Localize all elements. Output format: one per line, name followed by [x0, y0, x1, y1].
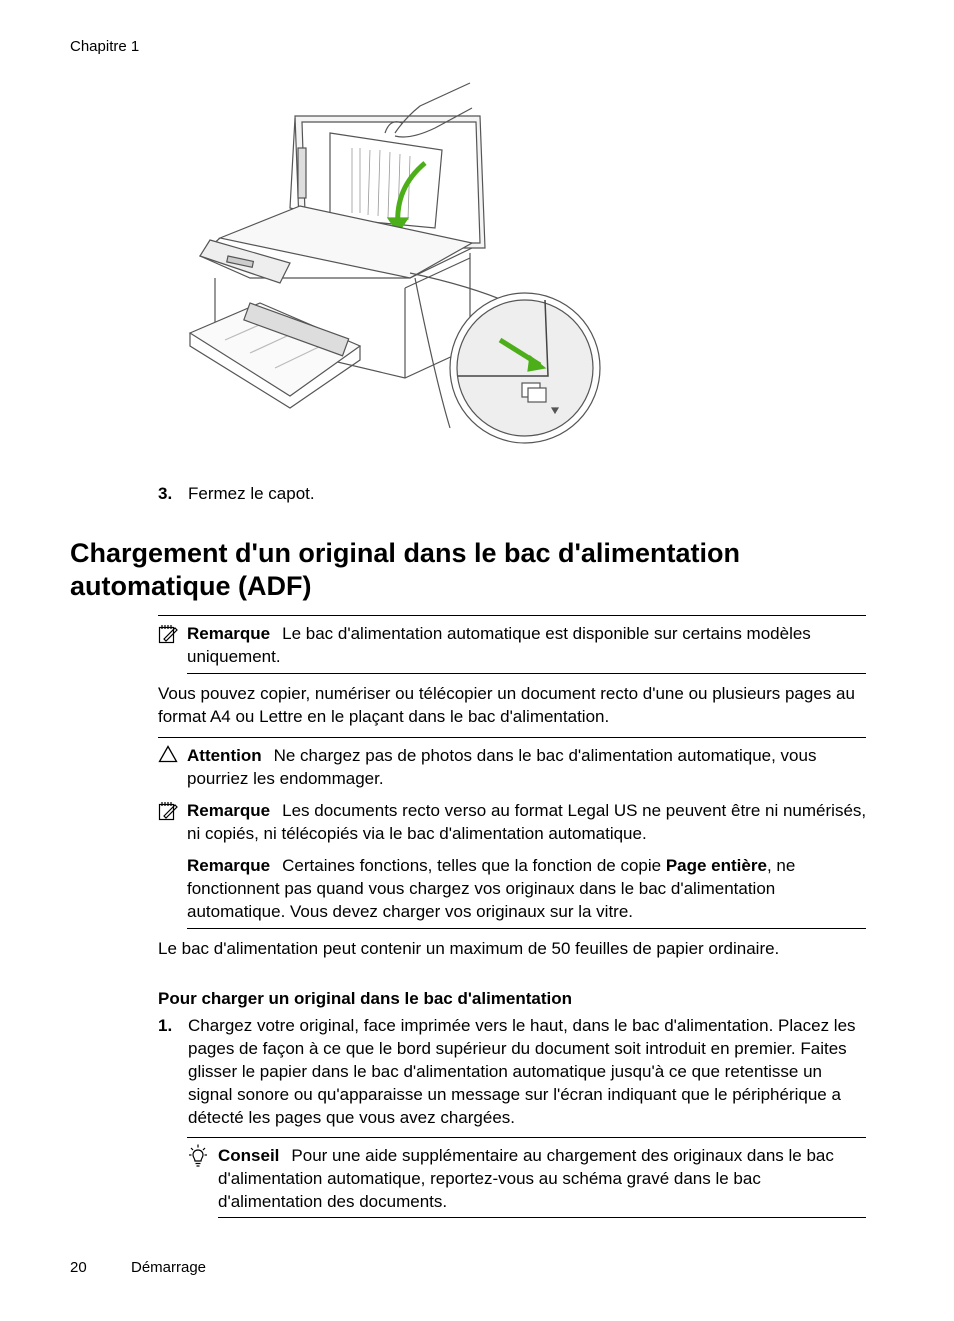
note-text: Certaines fonctions, telles que la fonction de copie	[282, 856, 666, 875]
step-3	[158, 482, 858, 506]
note-text: , ne fonctionnent pas quand vous chargez vos originaux dans le bac d'alimentation automatique. Vous devez charger vos originaux sur la vitre.	[187, 856, 796, 921]
lightbulb-icon	[187, 1144, 209, 1168]
printer-illustration	[180, 78, 610, 448]
caution-label: Attention	[187, 746, 262, 765]
step-1	[158, 1014, 868, 1130]
note-label: Remarque	[187, 856, 271, 875]
caution-text: Ne chargez pas de photos dans le bac d'alimentation automatique, vous pourriez les endommager.	[187, 746, 817, 788]
tip-text: Pour une aide supplémentaire au chargement des originaux dans le bac d'alimentation automatique, reportez-vous au schéma gravé dans le bac d'alimentation des documents.	[218, 1146, 834, 1211]
divider	[187, 673, 866, 674]
note-text: Les documents recto verso au format Legal US ne peuvent être ni numérisés, ni copiés, ni télécopiés via le bac d'alimentation automatique.	[187, 801, 867, 843]
caution-note	[187, 744, 867, 790]
procedure-title: Pour charger un original dans le bac d'alimentation	[158, 989, 573, 1008]
footer-section: Démarrage	[131, 1259, 207, 1276]
note-text: Le bac d'alimentation automatique est disponible sur certains modèles uniquement.	[187, 624, 811, 666]
capacity-paragraph: Le bac d'alimentation peut contenir un maximum de 50 feuilles de papier ordinaire.	[158, 939, 780, 958]
divider	[187, 1137, 866, 1138]
step-number: 3.	[158, 484, 173, 503]
tip-note	[218, 1144, 868, 1213]
note-bold-term: Page entière	[665, 856, 767, 875]
chapter-header: Chapitre 1	[70, 38, 140, 55]
step-text: Chargez votre original, face imprimée vers le haut, dans le bac d'alimentation. Placez les pages de façon à ce que le bord supérieur du document soit introduit en premier. Faites glisser le papier dans le bac d'alimentation automatique jusqu'à ce que retentisse un signal sonore ou qu'apparaisse un message sur l'écran indiquant que le périphérique a détecté les pages que vous avez chargées.	[188, 1016, 856, 1127]
note-1	[187, 622, 867, 668]
note-icon	[158, 801, 178, 821]
divider	[218, 1217, 866, 1218]
divider	[158, 737, 866, 738]
note-label: Remarque	[187, 801, 271, 820]
divider	[158, 615, 866, 616]
step-text: Fermez le capot.	[188, 484, 315, 503]
note-label: Remarque	[187, 624, 271, 643]
note-3	[187, 854, 867, 923]
note-2	[187, 799, 867, 845]
caution-triangle-icon	[158, 745, 178, 763]
step-number: 1.	[158, 1016, 173, 1035]
divider	[187, 928, 866, 929]
page-number: 20	[70, 1259, 87, 1276]
intro-paragraph: Vous pouvez copier, numériser ou télécopier un document recto d'une ou plusieurs pages au format A4 ou Lettre en le plaçant dans le bac d'alimentation.	[158, 684, 855, 726]
tip-label: Conseil	[218, 1146, 280, 1165]
note-icon	[158, 624, 178, 644]
section-title: Chargement d'un original dans le bac d'alimentation automatique (ADF)	[70, 538, 740, 601]
